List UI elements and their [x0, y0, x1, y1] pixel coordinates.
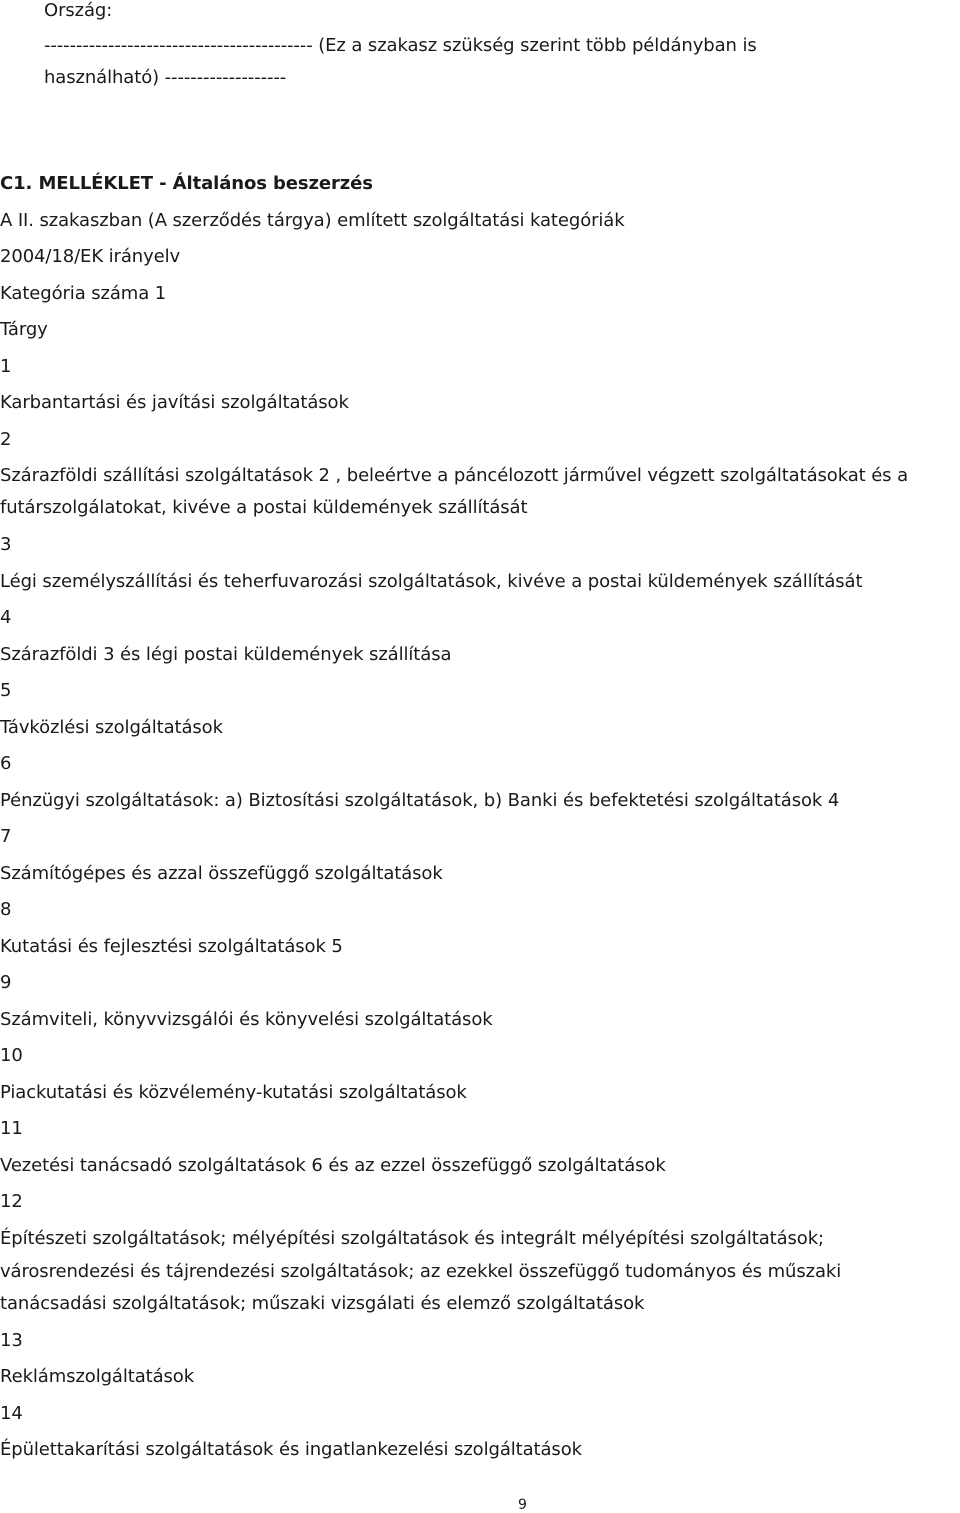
- category-subject: Távközlési szolgáltatások: [0, 717, 223, 738]
- repeat-note-line-2: használható) -------------------: [44, 67, 287, 88]
- category-subject: Piackutatási és közvélemény-kutatási szolgáltatások: [0, 1082, 467, 1103]
- category-number: 8: [0, 899, 12, 920]
- annex-subtitle: A II. szakaszban (A szerződés tárgya) említett szolgáltatási kategóriák: [0, 210, 625, 231]
- category-subject: Építészeti szolgáltatások; mélyépítési szolgáltatások és integrált mélyépítési szolgáltatások;: [0, 1228, 824, 1249]
- category-subject: Vezetési tanácsadó szolgáltatások 6 és az ezzel összefüggő szolgáltatások: [0, 1155, 666, 1176]
- category-number: 4: [0, 607, 12, 628]
- category-number: 12: [0, 1191, 23, 1212]
- annex-title: C1. MELLÉKLET - Általános beszerzés: [0, 173, 373, 194]
- category-number: 13: [0, 1330, 23, 1351]
- category-number: 9: [0, 972, 12, 993]
- category-number: 3: [0, 534, 12, 555]
- category-number: 10: [0, 1045, 23, 1066]
- category-subject: Számítógépes és azzal összefüggő szolgáltatások: [0, 863, 443, 884]
- category-number: 1: [0, 356, 12, 377]
- category-number: 14: [0, 1403, 23, 1424]
- category-number: 7: [0, 826, 12, 847]
- category-subject-continued: városrendezési és tájrendezési szolgáltatások; az ezekkel összefüggő tudományos és műszaki: [0, 1261, 842, 1282]
- subject-header: Tárgy: [0, 319, 48, 340]
- repeat-note-line-1: ------------------------------------------ (Ez a szakasz szükség szerint több példányban is: [44, 35, 757, 56]
- category-number: 11: [0, 1118, 23, 1139]
- category-subject: Szárazföldi szállítási szolgáltatások 2 , beleértve a páncélozott járművel végzett szolgáltatásokat és a: [0, 465, 909, 486]
- category-subject: Számviteli, könyvvizsgálói és könyvelési szolgáltatások: [0, 1009, 493, 1030]
- category-subject-continued: futárszolgálatokat, kivéve a postai küldemények szállítását: [0, 497, 528, 518]
- category-number: 2: [0, 429, 12, 450]
- page-number: 9: [518, 1497, 527, 1513]
- category-subject: Pénzügyi szolgáltatások: a) Biztosítási szolgáltatások, b) Banki és befektetési szolgáltatások 4: [0, 790, 840, 811]
- category-subject: Épülettakarítási szolgáltatások és ingatlankezelési szolgáltatások: [0, 1439, 582, 1460]
- category-subject: Karbantartási és javítási szolgáltatások: [0, 392, 349, 413]
- directive-label: 2004/18/EK irányelv: [0, 246, 181, 267]
- category-subject: Kutatási és fejlesztési szolgáltatások 5: [0, 936, 343, 957]
- category-number: 6: [0, 753, 12, 774]
- country-label: Ország:: [44, 0, 113, 21]
- category-subject: Reklámszolgáltatások: [0, 1366, 195, 1387]
- category-subject-continued: tanácsadási szolgáltatások; műszaki vizsgálati és elemző szolgáltatások: [0, 1293, 645, 1314]
- category-subject: Légi személyszállítási és teherfuvarozási szolgáltatások, kivéve a postai küldemények szállítását: [0, 571, 863, 592]
- category-number: 5: [0, 680, 12, 701]
- category-number-header: Kategória száma 1: [0, 283, 167, 304]
- category-subject: Szárazföldi 3 és légi postai küldemények szállítása: [0, 644, 452, 665]
